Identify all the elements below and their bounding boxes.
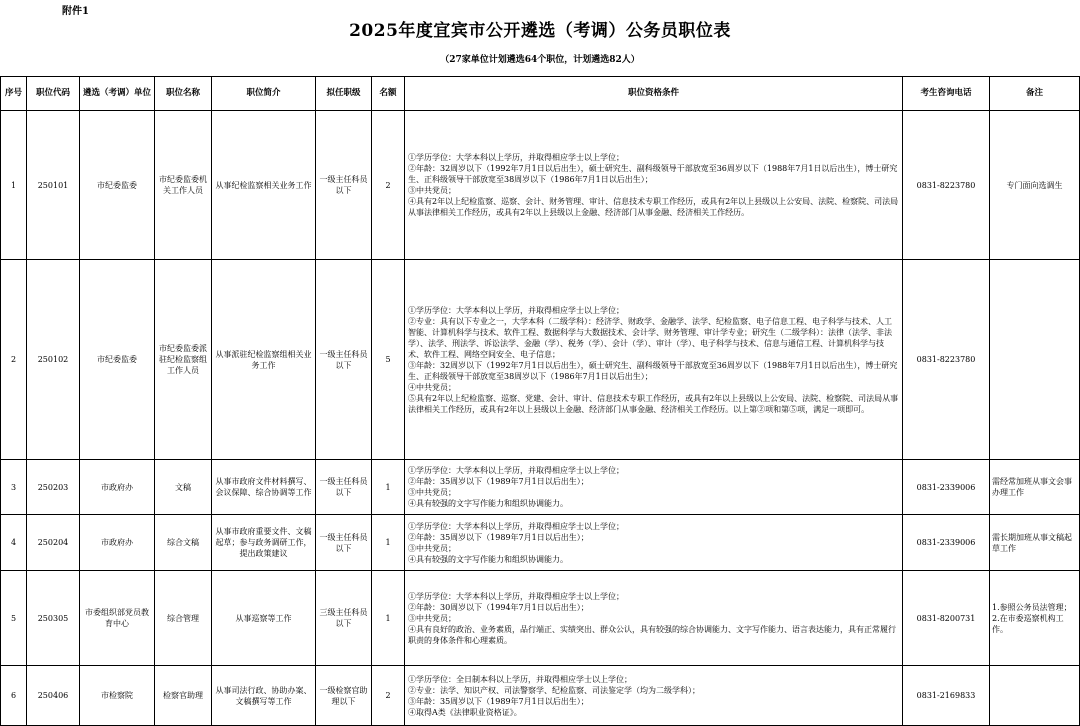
requirement-line: ②专业：具有以下专业之一，大学本科（二级学科）：经济学、财政学、金融学、法学、纪检监察、电子信息工程、电子科学与技术、人工智能、计算机科学与技术、软件工程、数据科学与大数据技术、会计学、财务管理、审计学专业；研究生（二级学科）：法律（法学、非法学）、法学、刑法学、诉讼法学、金融（学）、税务（学）、会计（学）、审计（学）、电子科学与技术、信息与通信工程、计算机科学与技术、软件工程、网络空间安全、电子信息； (408, 316, 892, 359)
cell-requirements (405, 260, 903, 460)
cell-no: 5 (1, 571, 27, 666)
cell-phone: 0831-2169833 (903, 666, 990, 726)
cell-note: 需经常加班从事文会事办理工作 (990, 460, 1080, 515)
cell-code: 250406 (27, 666, 80, 726)
requirement-line: ③年龄：32周岁以下（1992年7月1日以后出生），硕士研究生、副科级领导干部放宽至36周岁以下（1988年7月1日以后出生），博士研究生、正科级领导干部放宽至38周岁以下（1986年7月1日以后出生）； (408, 360, 898, 381)
table-row (1, 111, 1080, 260)
cell-unit: 市委组织部党员教育中心 (80, 571, 155, 666)
requirement-line: ③中共党员； (408, 613, 456, 623)
requirement-line: ②年龄：35周岁以下（1989年7月1日以后出生）； (408, 477, 589, 486)
cell-note: 专门面向选调生 (990, 111, 1080, 260)
cell-requirements (405, 460, 903, 515)
requirement-line: ③中共党员； (408, 186, 456, 195)
cell-level: 一级主任科员以下 (316, 460, 372, 515)
cell-no: 4 (1, 515, 27, 571)
table-row (1, 571, 1080, 666)
cell-intro: 从事巡察等工作 (212, 571, 316, 666)
requirement-line: ③中共党员； (408, 543, 456, 553)
cell-quota: 5 (372, 260, 405, 460)
header-level: 拟任职级 (316, 77, 372, 111)
requirement-line: ④取得A类《法律职业资格证》。 (408, 707, 522, 717)
cell-no: 1 (1, 111, 27, 260)
cell-level: 三级主任科员以下 (316, 571, 372, 666)
requirement-line: ①学历学位：大学本科以上学历，并取得相应学士以上学位； (408, 153, 624, 162)
cell-quota: 1 (372, 460, 405, 515)
cell-phone: 0831-8223780 (903, 260, 990, 460)
requirement-line: ①学历学位：大学本科以上学历，并取得相应学士以上学位； (408, 591, 624, 601)
cell-note (990, 260, 1080, 460)
cell-requirements (405, 111, 903, 260)
cell-no: 3 (1, 460, 27, 515)
cell-unit: 市政府办 (80, 460, 155, 515)
requirement-line: ②年龄：32周岁以下（1992年7月1日以后出生），硕士研究生、副科级领导干部放宽至36周岁以下（1988年7月1日以后出生），博士研究生、正科级领导干部放宽至38周岁以下（1986年7月1日以后出生）； (408, 164, 898, 184)
cell-position: 市纪委监委派驻纪检监察组工作人员 (155, 260, 212, 460)
cell-level: 一级主任科员以下 (316, 260, 372, 460)
cell-quota: 1 (372, 571, 405, 666)
cell-position: 检察官助理 (155, 666, 212, 726)
requirement-line: ④具有较强的文字写作能力和组织协调能力。 (408, 499, 568, 508)
table-row (1, 666, 1080, 726)
cell-intro: 从事市政府文件材料撰写、会议保障、综合协调等工作 (212, 460, 316, 515)
cell-position: 市纪委监委机关工作人员 (155, 111, 212, 260)
cell-code: 250101 (27, 111, 80, 260)
cell-phone: 0831-2339006 (903, 515, 990, 571)
header-code: 职位代码 (27, 77, 80, 111)
requirement-line: ②年龄：35周岁以下（1989年7月1日以后出生）； (408, 532, 589, 542)
cell-note: 1.参照公务员法管理；2.在市委巡察机构工作。 (990, 571, 1080, 666)
requirement-line: ④具有2年以上纪检监察、巡察、会计、财务管理、审计、信息技术专职工作经历，或具有2年以上县级以上公安局、法院、检察院、司法局从事法律相关工作经历，或具有2年以上县级以上金融、经济部门从事金融、经济相关工作经历。 (408, 197, 899, 217)
header-phone: 考生咨询电话 (903, 77, 990, 111)
requirement-line: ④具有较强的文字写作能力和组织协调能力。 (408, 554, 568, 564)
table-header-row (1, 77, 1080, 111)
cell-quota: 2 (372, 666, 405, 726)
cell-quota: 1 (372, 515, 405, 571)
cell-unit: 市政府办 (80, 515, 155, 571)
cell-code: 250204 (27, 515, 80, 571)
table-row (1, 515, 1080, 571)
cell-intro: 从事纪检监察相关业务工作 (212, 111, 316, 260)
cell-no: 6 (1, 666, 27, 726)
cell-level: 一级主任科员以下 (316, 515, 372, 571)
cell-phone: 0831-8200731 (903, 571, 990, 666)
cell-requirements (405, 515, 903, 571)
requirement-line: ①学历学位：全日制本科以上学历，并取得相应学士以上学位； (408, 674, 632, 684)
requirement-line: ③中共党员； (408, 488, 456, 497)
cell-intro: 从事市政府重要文件、文稿起草；参与政务调研工作，提出政策建议 (212, 515, 316, 571)
table-row (1, 460, 1080, 515)
cell-intro: 从事派驻纪检监察组相关业务工作 (212, 260, 316, 460)
cell-requirements (405, 666, 903, 726)
requirement-line: ③年龄：35周岁以下（1989年7月1日以后出生）； (408, 696, 589, 706)
cell-requirements (405, 571, 903, 666)
header-no: 序号 (1, 77, 27, 111)
cell-unit: 市纪委监委 (80, 111, 155, 260)
attachment-label: 附件1 (62, 6, 89, 17)
requirement-line: ①学历学位：大学本科以上学历，并取得相应学士以上学位； (408, 466, 624, 475)
requirement-line: ④具有良好的政治、业务素质，品行端正、实绩突出、群众公认，具有较强的综合协调能力、文字写作能力、语言表达能力，具有正常履行职责的身体条件和心理素质。 (408, 624, 896, 645)
header-intro: 职位简介 (212, 77, 316, 111)
position-table (0, 76, 1080, 726)
cell-quota: 2 (372, 111, 405, 260)
cell-level: 一级主任科员以下 (316, 111, 372, 260)
requirement-line: ④中共党员； (408, 382, 456, 392)
header-note: 备注 (990, 77, 1080, 111)
requirement-line: ①学历学位：大学本科以上学历，并取得相应学士以上学位； (408, 305, 624, 315)
cell-position: 综合管理 (155, 571, 212, 666)
cell-unit: 市检察院 (80, 666, 155, 726)
cell-code: 250305 (27, 571, 80, 666)
requirement-line: ②年龄：30周岁以下（1994年7月1日以后出生）； (408, 602, 589, 612)
cell-position: 综合文稿 (155, 515, 212, 571)
cell-phone: 0831-2339006 (903, 460, 990, 515)
cell-note (990, 666, 1080, 726)
cell-position: 文稿 (155, 460, 212, 515)
page-subtitle: （27家单位计划遴选64个职位，计划遴选82人） (440, 55, 640, 65)
cell-phone: 0831-8223780 (903, 111, 990, 260)
header-position: 职位名称 (155, 77, 212, 111)
cell-unit: 市纪委监委 (80, 260, 155, 460)
cell-code: 250102 (27, 260, 80, 460)
table-row (1, 260, 1080, 460)
header-unit: 遴选（考调）单位 (80, 77, 155, 111)
cell-intro: 从事司法行政、协助办案、文稿撰写等工作 (212, 666, 316, 726)
requirement-line: ⑤具有2年以上纪检监察、巡察、党建、会计、审计、信息技术专职工作经历，或具有2年以上县级以上公安局、法院、检察院、司法局从事法律相关工作经历，或具有2年以上县级以上金融、经济部门从事金融、经济相关工作经历。以上第②项和第⑤项，满足一项即可。 (408, 393, 899, 414)
requirement-line: ②专业：法学、知识产权、司法警察学、纪检监察、司法鉴定学（均为二级学科）； (408, 685, 700, 695)
cell-no: 2 (1, 260, 27, 460)
requirement-line: ①学历学位：大学本科以上学历，并取得相应学士以上学位； (408, 521, 624, 531)
header-quota: 名额 (372, 77, 405, 111)
cell-code: 250203 (27, 460, 80, 515)
header-requirements: 职位资格条件 (405, 77, 903, 111)
cell-note: 需长期加班从事文稿起草工作 (990, 515, 1080, 571)
page-title: 2025年度宜宾市公开遴选（考调）公务员职位表 (349, 21, 731, 41)
cell-level: 一级检察官助理以下 (316, 666, 372, 726)
